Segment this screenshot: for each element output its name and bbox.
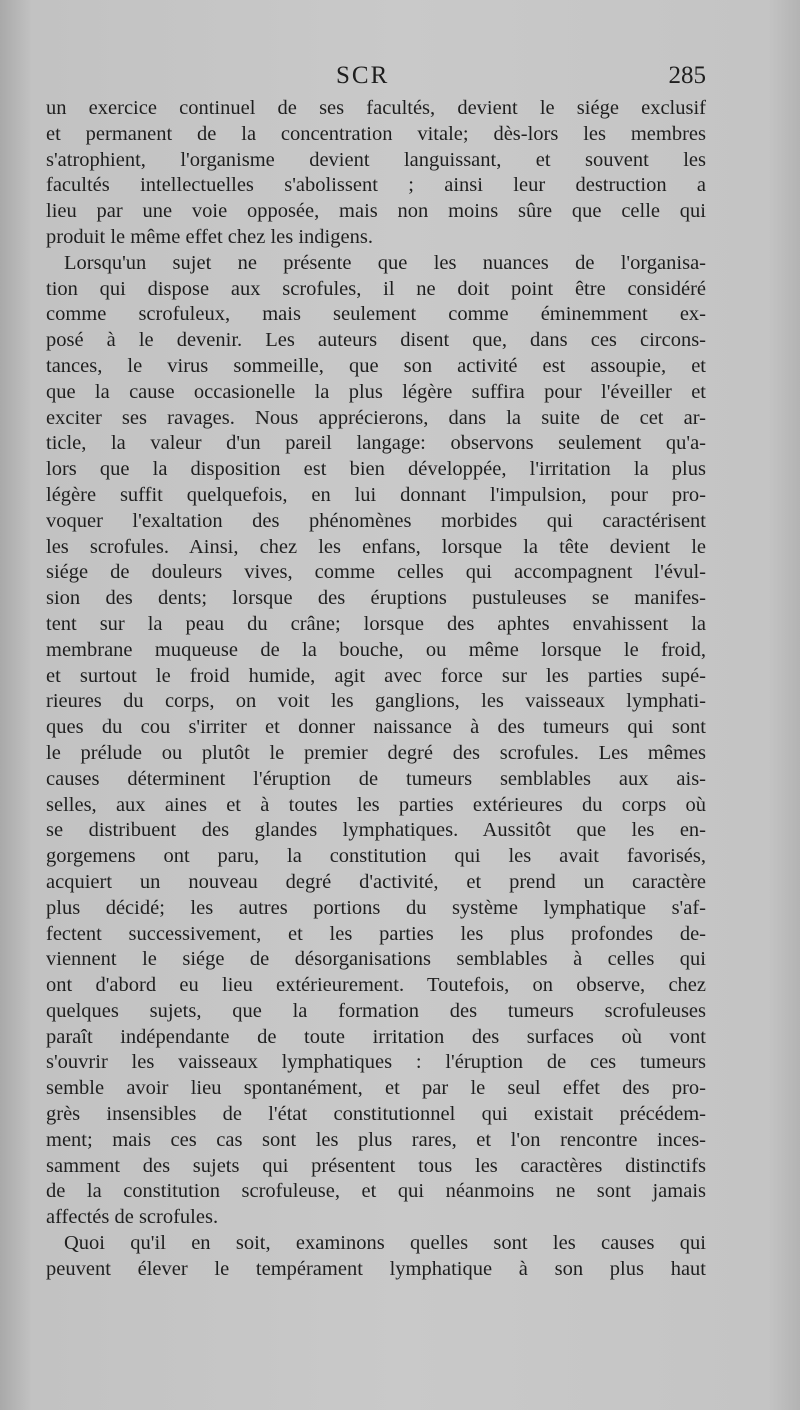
text-line: de la constitution scrofuleuse, et qui néanmoins ne sont jamais [46,1180,706,1203]
text-line: peuvent élever le tempérament lymphatique à son plus haut [46,1257,706,1280]
text-line: Lorsqu'un sujet ne présente que les nuances de l'organisa- [64,251,706,274]
text-line: selles, aux aines et à toutes les parties extérieures du corps où [46,793,706,816]
text-line: acquiert un nouveau degré d'activité, et prend un caractère [46,870,706,893]
text-line: ment; mais ces cas sont les plus rares, et l'on rencontre inces- [46,1128,706,1151]
text-line: paraît indépendante de toute irritation des surfaces où vont [46,1025,706,1048]
text-line: et surtout le froid humide, agit avec force sur les parties supé- [46,664,706,687]
text-line: membrane muqueuse de la bouche, ou même lorsque le froid, [46,638,706,661]
text-line: quelques sujets, que la formation des tumeurs scrofuleuses [46,999,706,1022]
text-line: siége de douleurs vives, comme celles qui accompagnent l'évul- [46,561,706,584]
text-line: un exercice continuel de ses facultés, devient le siége exclusif [46,97,706,119]
text-line: affectés de scrofules. [46,1206,219,1229]
text-line: tances, le virus sommeille, que son activité est assoupie, et [46,354,706,377]
text-line: gorgemens ont paru, la constitution qui les avait favorisés, [46,845,706,868]
text-line: s'ouvrir les vaisseaux lymphatiques : l'éruption de ces tumeurs [46,1051,706,1074]
text-line: rieures du corps, on voit les ganglions, les vaisseaux lymphati- [46,690,706,713]
text-line: samment des sujets qui présentent tous les caractères distinctifs [46,1154,706,1177]
page-number: 285 [668,62,706,89]
text-line: ques du cou s'irriter et donner naissance à des tumeurs qui sont [46,716,706,739]
text-line: produit le même effet chez les indigens. [46,225,373,248]
text-line: causes déterminent l'éruption de tumeurs semblables aux ais- [46,767,706,790]
text-line: le prélude ou plutôt le premier degré des scrofules. Les mêmes [46,741,706,764]
text-line: facultés intellectuelles s'abolissent ; ainsi leur destruction a [46,174,706,197]
text-line: voquer l'exaltation des phénomènes morbides qui caractérisent [46,509,706,532]
text-line: que la cause occasionelle la plus légère suffira pour l'éveiller et [46,380,706,403]
text-line: grès insensibles de l'état constitutionnel qui existait précédem- [46,1103,706,1126]
text-line: lors que la disposition est bien développée, l'irritation la plus [46,458,706,481]
text-line: semble avoir lieu spontanément, et par le seul effet des pro- [46,1077,706,1100]
text-line: les scrofules. Ainsi, chez les enfans, lorsque la tête devient le [46,535,706,558]
text-line: Quoi qu'il en soit, examinons quelles sont les causes qui [64,1232,706,1255]
body-text [46,96,706,1283]
text-line: s'atrophient, l'organisme devient languissant, et souvent les [46,148,706,171]
text-line: ticle, la valeur d'un pareil langage: observons seulement qu'a- [46,432,706,455]
text-line: viennent le siége de désorganisations semblables à celles qui [46,948,706,971]
text-line: posé à le devenir. Les auteurs disent que, dans ces circons- [46,329,706,352]
text-line: exciter ses ravages. Nous apprécierons, dans la suite de cet ar- [46,406,706,429]
text-line: légère suffit quelquefois, en lui donnant l'impulsion, pour pro- [46,483,706,506]
page-header [46,62,706,96]
text-line: plus décidé; les autres portions du système lymphatique s'af- [46,896,706,919]
text-line: lieu par une voie opposée, mais non moins sûre que celle qui [46,200,706,223]
text-line: fectent successivement, et les parties les plus profondes de- [46,922,706,945]
text-line: tent sur la peau du crâne; lorsque des aphtes envahissent la [46,612,706,635]
text-line: et permanent de la concentration vitale; dès-lors les membres [46,122,706,145]
text-line: sion des dents; lorsque des éruptions pustuleuses se manifes- [46,587,706,610]
text-line: se distribuent des glandes lymphatiques. Aussitôt que les en- [46,819,706,842]
text-line: comme scrofuleux, mais seulement comme éminemment ex- [46,303,706,326]
text-line: tion qui dispose aux scrofules, il ne doit point être considéré [46,277,706,300]
running-head: SCR [336,62,390,89]
text-line: ont d'abord eu lieu extérieurement. Toutefois, on observe, chez [46,974,706,997]
